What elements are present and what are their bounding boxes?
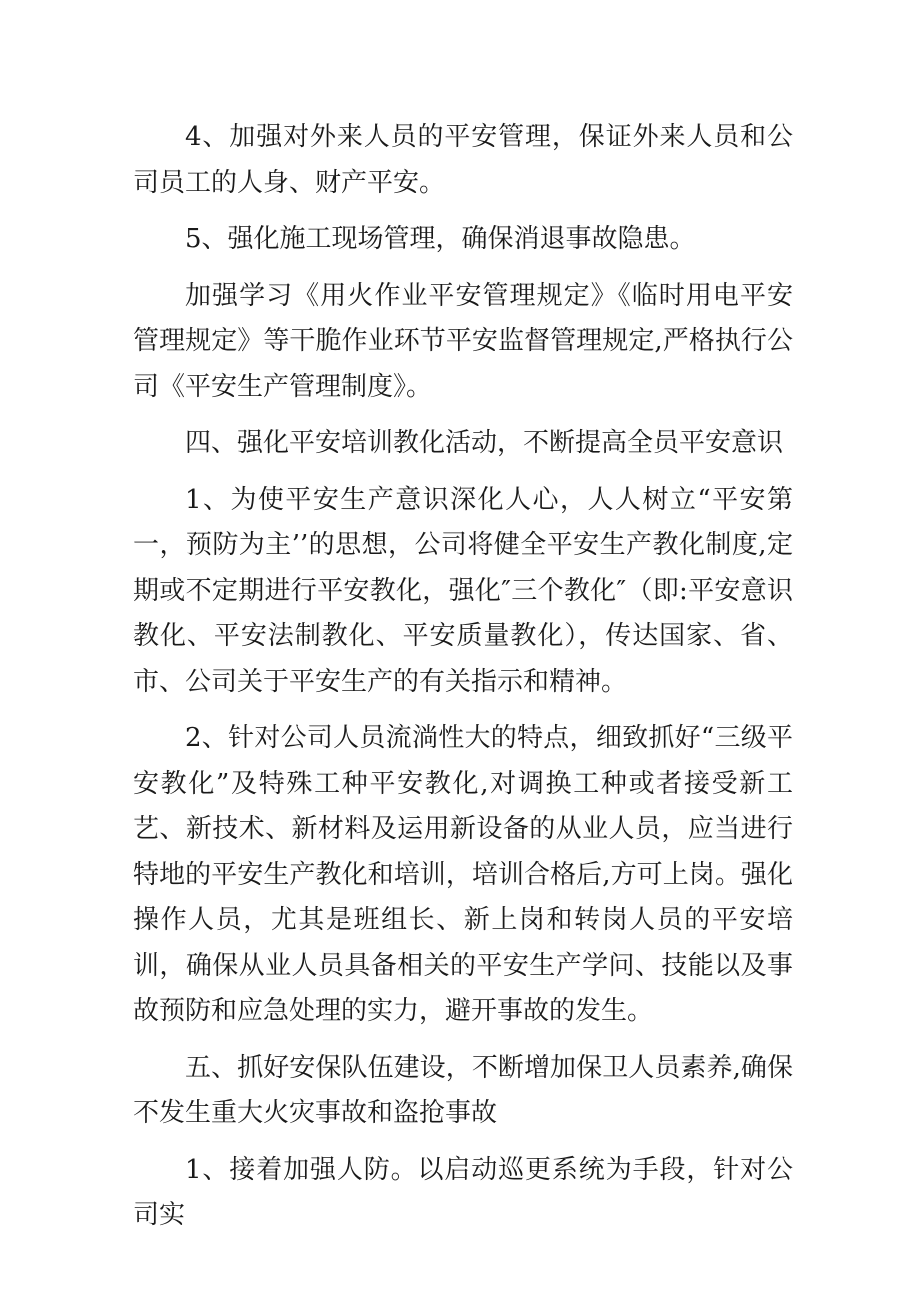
paragraph-item-4-visitor-safety: 4、加强对外来人员的平安管理，保证外来人员和公司员工的人身、财产平安。 (133, 122, 793, 198)
paragraph-item-1-safety-awareness: 1、为使平安生产意识深化人心，人人树立“平安第一，预防为主’’的思想，公司将健全平安生产教化制度,定期或不定期进行平安教化，强化″三个教化″（即:平安意识教化、平安法制教化、平安质量教化），传达国家、省、市、公司关于平安生产的有关指示和精神。 (133, 484, 793, 697)
paragraph-regulations-study: 加强学习《用火作业平安管理规定》《临时用电平安管理规定》等干脆作业环节平安监督管理规定,严格执行公司《平安生产管理制度》。 (133, 280, 793, 402)
paragraph-item-5-site-management: 5、强化施工现场管理，确保消退事故隐患。 (185, 224, 696, 254)
section-heading-security-team: 五、抓好安保队伍建设，不断增加保卫人员素养,确保不发生重大火灾事故和盗抢事故 (133, 1052, 793, 1128)
paragraph-item-1-patrol-system: 1、接着加强人防。以启动巡更系统为手段，针对公司实 (133, 1154, 793, 1230)
document-body (133, 115, 793, 1239)
paragraph-item-2-staff-training: 2、针对公司人员流淌性大的特点，细致抓好“三级平安教化”及特殊工种平安教化,对调换工种或者接受新工艺、新技术、新材料及运用新设备的从业人员，应当进行特地的平安生产教化和培训，培训合格后,方可上岗。强化操作人员，尤其是班组长、新上岗和转岗人员的平安培训，确保从业人员具备相关的平安生产学问、技能以及事故预防和应急处理的实力，避开事故的发生。 (133, 723, 793, 1026)
section-heading-training: 四、强化平安培训教化活动，不断提高全员平安意识 (185, 428, 784, 458)
